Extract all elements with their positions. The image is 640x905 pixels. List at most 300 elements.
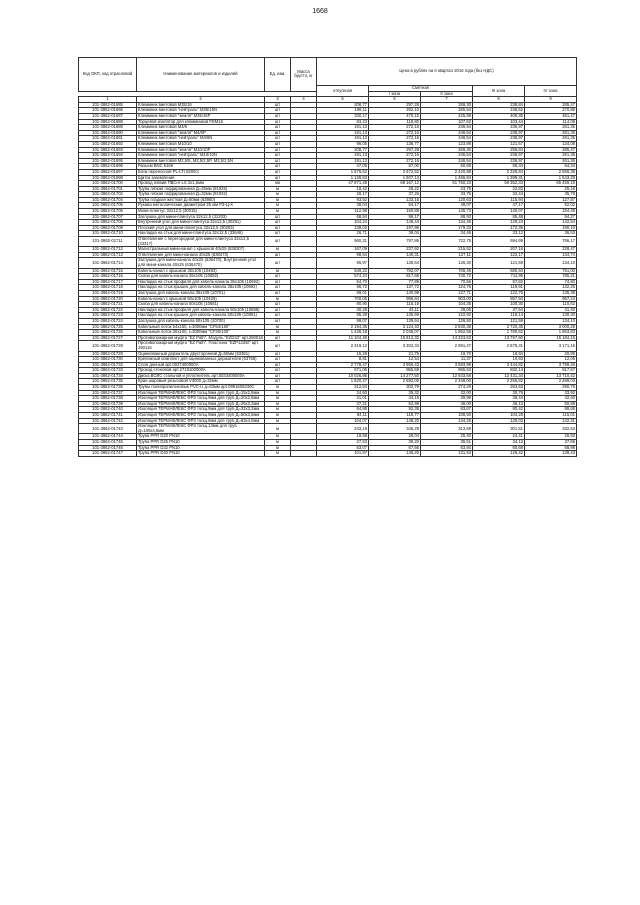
row-unit: шт xyxy=(265,141,291,147)
row-name: Ответвление для мини-канала 40x25 (638473) xyxy=(137,252,265,258)
row-name: Труба гибкая гофрированная Д=25мм (91925) xyxy=(137,186,265,192)
row-unit: м xyxy=(265,247,291,253)
price-zone3: 207,16 xyxy=(473,247,525,253)
row-code: 101-3862-01693 xyxy=(79,147,137,153)
price-zone2: 88,93 xyxy=(421,214,473,220)
price-zone1: 148,20 xyxy=(369,418,421,424)
price-zone2: 107,62 xyxy=(421,119,473,125)
row-code: 101-3862-01707 xyxy=(79,214,137,220)
price-zone3: 2 256,82 xyxy=(473,379,525,385)
price-release: 64,88 xyxy=(317,407,369,413)
row-unit: м xyxy=(265,203,291,209)
row-unit: м xyxy=(265,324,291,330)
price-zone3: 121,59 xyxy=(473,258,525,268)
price-zone1: 272,16 xyxy=(369,136,421,142)
row-name: Клеммник винтовой M4/6 xyxy=(137,125,265,131)
price-release: 63,07 xyxy=(317,445,369,451)
row-code: 101-3862-01688 xyxy=(79,119,137,125)
price-release: 330,17 xyxy=(317,113,369,119)
row-unit: шт xyxy=(265,274,291,280)
price-zone1: 996,84 xyxy=(369,296,421,302)
row-unit: шт xyxy=(265,125,291,131)
price-zone1: 282,10 xyxy=(369,108,421,114)
row-unit: м xyxy=(265,209,291,215)
row-name: Оцинкованный держатель двусторонний Д=50мм (53361) xyxy=(137,351,265,357)
price-zone4: 12,05 xyxy=(525,357,577,363)
price-release: 700,05 xyxy=(317,296,369,302)
price-zone3: 2 720,35 xyxy=(473,324,525,330)
price-zone4: 154,49 xyxy=(525,209,577,215)
price-zone4: 142,54 xyxy=(525,220,577,226)
price-zone2: 903,00 xyxy=(421,296,473,302)
row-name: Заглушка для мини-плинтуса 32x12,5 (31203) xyxy=(137,214,265,220)
price-release: 104,24 xyxy=(317,220,369,226)
row-unit: м xyxy=(265,396,291,402)
row-name: Противопожарная муфта "EZ Path". Модуль "EZD33" арт.250018 xyxy=(138,335,263,340)
row-name: Кабельный лоток 30x100, l=3000мм "CF30/100" xyxy=(137,330,265,336)
price-zone2: 123,89 xyxy=(421,141,473,147)
row-name: Кабельный лоток 54x150, l=3000мм "CF54/150" xyxy=(137,324,265,330)
price-zone2: 127,71 xyxy=(421,290,473,296)
price-release: 47 871,48 xyxy=(317,181,369,187)
price-zone2: 122,92 xyxy=(421,313,473,319)
price-zone4: 261,35 xyxy=(525,158,577,164)
price-zone2: 12 933,58 xyxy=(421,373,473,379)
price-zone3: 30,76 xyxy=(473,390,525,396)
row-code: 101-3862-01747 xyxy=(79,451,137,457)
row-name: Накладка на стык крышек для кабель-канала 50x105 (10801) xyxy=(137,313,265,319)
price-zone1: 272,16 xyxy=(369,158,421,164)
price-zone1: 297,28 xyxy=(369,147,421,153)
price-zone1: 28,04 xyxy=(369,434,421,440)
row-unit: шт xyxy=(265,279,291,285)
price-release: 96,05 xyxy=(317,141,369,147)
row-unit: шт xyxy=(265,113,291,119)
price-release: 96,72 xyxy=(317,285,369,291)
row-name: Трубы полипропиленовые PVC-U д=63мм арт.0991606330C xyxy=(137,385,265,391)
row-code: 101-3862-01715 xyxy=(79,268,137,274)
row-unit: шт xyxy=(265,362,291,368)
column-index: 4 xyxy=(291,97,317,103)
row-name: Кабель-канал с крышкой 50x105 (10429) xyxy=(137,296,265,302)
row-name: Плоский угол для мини-плинтуса 32x12,5 (30253) xyxy=(137,225,265,231)
row-code: 101-3862-01696 xyxy=(79,164,137,170)
row-unit: шт xyxy=(265,119,291,125)
row-name: Накладка на стык для мини-плинтуса 32x12,5 (33648) xyxy=(137,231,265,237)
price-release: 37,21 xyxy=(317,401,369,407)
row-unit: м xyxy=(265,192,291,198)
price-zone4: 135,38 xyxy=(525,290,577,296)
price-zone4: 2 489,03 xyxy=(525,379,577,385)
price-release: 26,71 xyxy=(317,231,369,237)
price-release: 98,07 xyxy=(317,318,369,324)
header-zone3: III зона xyxy=(473,86,525,97)
price-zone3: 140,07 xyxy=(473,209,525,215)
row-unit: шт xyxy=(265,225,291,231)
price-zone2: 108,50 xyxy=(421,413,473,419)
price-zone3: 104,28 xyxy=(473,413,525,419)
row-name: Щиток заземления xyxy=(137,175,265,181)
price-release: 191,13 xyxy=(317,136,369,142)
price-release: 26,17 xyxy=(317,192,369,198)
price-release: 671,06 xyxy=(317,368,369,374)
price-zone1: 140,31 xyxy=(369,252,421,258)
row-name: Труба PPR D32 PN10 xyxy=(137,445,265,451)
price-zone4: 94,27 xyxy=(525,214,577,220)
price-zone1: 136,77 xyxy=(369,141,421,147)
price-release: 10 026,86 xyxy=(317,373,369,379)
row-name: Кран шаровый резьбовой V3000 д=32мм xyxy=(137,379,265,385)
row-name: Кабель-канал с крышкой 35x105 (10493) xyxy=(137,268,265,274)
row-mass xyxy=(291,424,317,434)
row-code: 101-3862-01704 xyxy=(79,197,137,203)
row-unit: шт xyxy=(265,318,291,324)
column-index: 6 xyxy=(369,97,421,103)
price-zone4: 15 184,15 xyxy=(525,335,577,341)
row-code: 101-3862-01718 xyxy=(79,285,137,291)
price-zone3: 122,75 xyxy=(473,290,525,296)
price-release: 191,13 xyxy=(317,130,369,136)
row-unit: шт xyxy=(265,373,291,379)
row-code: 101-3862-01738 xyxy=(79,396,137,402)
table-row xyxy=(79,237,577,247)
row-name: Клеммник винтовой "нейтраль" M10/10N xyxy=(137,153,265,159)
row-code: 101-3862-01741 xyxy=(79,413,137,419)
row-code: 101-3862-01732 xyxy=(79,362,137,368)
price-zone3: 115,94 xyxy=(473,197,525,203)
price-zone4: 261,35 xyxy=(525,130,577,136)
price-zone2: 127,11 xyxy=(421,252,473,258)
price-zone1: 470,15 xyxy=(369,113,421,119)
price-zone4: 785,21 xyxy=(525,274,577,280)
row-unit: м xyxy=(265,407,291,413)
price-zone4: 110,62 xyxy=(525,302,577,308)
price-zone2: 48,00 xyxy=(421,401,473,407)
row-name: Клеммник винтовой "земля" M35/16P xyxy=(137,113,265,119)
row-name: Внутренний угол для мини-плинтуса 32x12,5 (30251) xyxy=(137,220,265,226)
row-code: 101-3862-01737 xyxy=(79,390,137,396)
row-code: 101-3862-01695 xyxy=(79,158,137,164)
price-zone4: 42,40 xyxy=(525,396,577,402)
row-unit: м xyxy=(265,418,291,424)
price-zone3: 1 780,62 xyxy=(473,330,525,336)
price-zone3: 236,97 xyxy=(473,153,525,159)
row-code: 101-3862-01687 xyxy=(79,113,137,119)
price-zone4: 132,25 xyxy=(525,285,577,291)
price-zone3: 258,84 xyxy=(473,147,525,153)
price-zone2: 34,46 xyxy=(421,231,473,237)
price-zone4: 65 459,19 xyxy=(525,181,577,187)
price-zone2: 131,53 xyxy=(421,451,473,457)
row-unit: шт xyxy=(265,368,291,374)
price-zone1: 67,00 xyxy=(369,164,421,170)
price-release: 38,04 xyxy=(317,203,369,209)
page-number: 1668 xyxy=(312,8,328,15)
row-unit: шт xyxy=(265,153,291,159)
row-code: 101-3862-01709 xyxy=(79,225,137,231)
row-name: Слон донный арт.0027400000A xyxy=(137,362,265,368)
price-release: 191,13 xyxy=(317,125,369,131)
row-code: 101-3862-01734 xyxy=(79,373,137,379)
row-unit: м xyxy=(265,186,291,192)
column-index: 7 xyxy=(421,97,473,103)
row-code: 101-3862-01730 xyxy=(79,357,137,363)
price-zone3: 121,59 xyxy=(473,318,525,324)
price-release: 93,52 xyxy=(317,197,369,203)
row-code: 101-3862-01722 xyxy=(79,307,137,313)
price-release: 80,90 xyxy=(317,302,369,308)
row-code: 101-3862-01742 xyxy=(79,418,137,424)
row-name: Труба гладкая жесткая Д=50мм (63950) xyxy=(137,197,265,203)
row-unit: м xyxy=(265,401,291,407)
price-zone4: 33,92 xyxy=(525,390,577,396)
table-row xyxy=(79,424,577,434)
row-name: Изоляция ТЕРМАФЛЕКС ФРЗ толщ.9мм для труб Д=25x3,2мм xyxy=(137,401,265,407)
row-code: 101-3862-01711 xyxy=(79,237,137,247)
price-release: 11 104,46 xyxy=(317,335,369,341)
price-zone2: 2 348,00 xyxy=(421,379,473,385)
row-name: Изоляция ТЕРМАФЛЕКС ФРЗ толщ.9мм для труб Д=15x2,8мм xyxy=(137,390,265,396)
row-code: 101-3862-01746 xyxy=(79,445,137,451)
price-zone1: 115,19 xyxy=(369,302,421,308)
row-unit: м xyxy=(265,268,291,274)
row-unit: м xyxy=(265,390,291,396)
price-zone3: 47,17 xyxy=(473,203,525,209)
price-zone3: 33,12 xyxy=(473,231,525,237)
price-zone4: 13 710,42 xyxy=(525,373,577,379)
price-release: 1 436,18 xyxy=(317,330,369,336)
price-zone2: 14 323,63 xyxy=(421,335,473,341)
price-zone4: 3 799,26 xyxy=(525,362,577,368)
price-zone2: 61 750,23 xyxy=(421,181,473,187)
price-zone3: 1 399,31 xyxy=(473,175,525,181)
row-name: Накладка на стык профиля для кабель-канала 50x105 (10698) xyxy=(137,307,265,313)
price-table xyxy=(78,57,577,457)
row-name: Разъем BNC 6166 xyxy=(137,164,265,170)
price-release: 549,22 xyxy=(317,268,369,274)
row-unit: шт xyxy=(265,302,291,308)
price-zone4: 114,08 xyxy=(525,119,577,125)
price-zone3: 34,13 xyxy=(473,440,525,446)
price-zone3: 80,42 xyxy=(473,407,525,413)
price-release: 2 778,47 xyxy=(317,362,369,368)
price-zone3: 119,91 xyxy=(473,285,525,291)
price-zone2: 120,63 xyxy=(421,197,473,203)
price-zone4: 20,89 xyxy=(525,351,577,357)
price-zone1: 26,22 xyxy=(369,186,421,192)
price-zone1: 297,28 xyxy=(369,102,421,108)
row-unit: шт xyxy=(265,351,291,357)
row-name: Изоляция ТЕРМАФЛЕКС ФРЗ толщ.9мм для труб Д=63x4,0мм xyxy=(137,418,265,424)
row-code: 101-3862-01705 xyxy=(79,203,137,209)
row-code: 101-3862-01712 xyxy=(79,247,137,253)
price-zone3: 12 431,34 xyxy=(473,373,525,379)
row-unit: шт xyxy=(265,147,291,153)
price-zone3: 13 767,60 xyxy=(473,335,525,341)
price-zone1: 54,17 xyxy=(369,203,421,209)
price-zone1: 12,54 xyxy=(369,357,421,363)
price-zone3: 236,97 xyxy=(473,125,525,131)
price-zone1: 139,64 xyxy=(369,318,421,324)
row-name: Изоляция ТЕРМАФЛЕКС ФРЗ толщ.9мм для труб Д=32x3,2мм xyxy=(137,407,265,413)
price-release: 1 128,63 xyxy=(317,175,369,181)
price-zone4: 285,47 xyxy=(525,102,577,108)
price-release: 191,13 xyxy=(317,153,369,159)
header-mass: Масса брутто, кг xyxy=(291,58,317,92)
row-code: 101-3862-01710 xyxy=(79,231,137,237)
header-name: Наименование материалов и изделий xyxy=(137,58,265,92)
price-zone2: 1 455,84 xyxy=(421,175,473,181)
price-zone4: 766,17 xyxy=(525,237,577,247)
price-zone3: 2 875,31 xyxy=(473,341,525,351)
price-release: 198,11 xyxy=(317,108,369,114)
price-zone1: 44,15 xyxy=(369,396,421,402)
price-zone1: 136,64 xyxy=(369,258,421,268)
price-zone1: 955,59 xyxy=(369,368,421,374)
price-release: 560,31 xyxy=(317,237,369,247)
price-zone3: 24,41 xyxy=(473,434,525,440)
row-code: 101-3862-01685 xyxy=(79,102,137,108)
price-zone1: 197,96 xyxy=(369,225,421,231)
price-zone3: 238,84 xyxy=(473,102,525,108)
column-index: 1 xyxy=(79,97,137,103)
price-zone3: 32,44 xyxy=(473,192,525,198)
row-code: 101-3862-01706 xyxy=(79,209,137,215)
header-price: Цена в рублях на II квартал 2016 года (без НДС) xyxy=(317,58,577,86)
price-zone2: 269,30 xyxy=(421,147,473,153)
price-zone2: 865,63 xyxy=(421,368,473,374)
row-name: Клеммник винтовой "нейтраль" M4/6N xyxy=(137,136,265,142)
price-zone1: 119,77 xyxy=(369,413,421,419)
price-zone4: 2 566,36 xyxy=(525,169,577,175)
row-code: 101-3862-01692 xyxy=(79,141,137,147)
price-release: 1 676,62 xyxy=(317,169,369,175)
price-zone1: 98,17 xyxy=(369,214,421,220)
price-zone1: 3 124,40 xyxy=(369,324,421,330)
price-zone2: 246,54 xyxy=(421,153,473,159)
row-code: 101-3862-01745 xyxy=(79,440,137,446)
row-name: Ответвление с перегородкой для мини-плинтуса 32x12,5 (33317) xyxy=(137,237,265,247)
table-body xyxy=(79,102,577,456)
row-unit: шт xyxy=(265,214,291,220)
row-name: Скоба для кабель-канала 50x105 (10681) xyxy=(137,302,265,308)
price-zone1: 2 672,52 xyxy=(369,169,421,175)
row-unit: шт xyxy=(265,313,291,319)
price-zone1: 67,66 xyxy=(369,445,421,451)
price-zone2: 60,69 xyxy=(421,164,473,170)
price-release: 95,29 xyxy=(317,313,369,319)
row-name: Скоба для кабель-канала 35x105 (10692) xyxy=(137,274,265,280)
row-name: Рукава металлические диаметром 25 мм РЗ-Ц-Х xyxy=(137,203,265,209)
price-zone4: 50,88 xyxy=(525,401,577,407)
price-zone4: 25,18 xyxy=(525,186,577,192)
price-zone1: 21,75 xyxy=(369,351,421,357)
row-code: 101-3862-01698 xyxy=(79,175,137,181)
price-zone2: 2 420,88 xyxy=(421,169,473,175)
row-name: Проход стеновой арт.2719100000A xyxy=(137,368,265,374)
price-release: 95,97 xyxy=(317,258,369,268)
price-zone3: 263,63 xyxy=(473,385,525,391)
price-zone1: 3 956,43 xyxy=(369,362,421,368)
row-name: Провод гибкий ПВСнг-LS 2x1,5мм xyxy=(137,181,265,187)
price-zone2: 246,54 xyxy=(421,158,473,164)
price-zone4: 36,53 xyxy=(525,231,577,237)
price-zone3: 60,68 xyxy=(473,445,525,451)
price-zone4: 190,10 xyxy=(525,225,577,231)
row-name: Клеммник винтовой M35/16 xyxy=(137,102,265,108)
price-release: 27,53 xyxy=(317,440,369,446)
price-zone1: 817,68 xyxy=(369,274,421,280)
price-zone1: 35,32 xyxy=(369,390,421,396)
row-code: 101-3862-01735 xyxy=(79,379,137,385)
row-name: Накладка на стык профиля для кабель-канала 35x105 (10692) xyxy=(137,279,265,285)
row-name: Клеммник винтовой "земля" M10/10P xyxy=(137,147,265,153)
row-code: 101-3862-01733 xyxy=(79,368,137,374)
price-release: 208,77 xyxy=(317,102,369,108)
price-release: 24,60 xyxy=(317,390,369,396)
row-code: 101-3862-01740 xyxy=(79,407,137,413)
price-zone2: 39,99 xyxy=(421,396,473,402)
row-unit: шт xyxy=(265,357,291,363)
price-zone3: 18,94 xyxy=(473,351,525,357)
price-zone1: 782,07 xyxy=(369,268,421,274)
table-row xyxy=(79,341,577,351)
column-index: 3 xyxy=(265,97,291,103)
row-name: Труба PPR D20 PN10 xyxy=(137,434,265,440)
price-zone2: 145,73 xyxy=(421,209,473,215)
price-release: 18,42 xyxy=(317,186,369,192)
price-release: 2 194,36 xyxy=(317,324,369,330)
price-zone4: 35,78 xyxy=(525,192,577,198)
row-unit: шт xyxy=(265,252,291,258)
price-zone4: 134,10 xyxy=(525,258,577,268)
price-zone3: 680,94 xyxy=(473,268,525,274)
price-zone4: 332,53 xyxy=(525,424,577,434)
price-zone2: 2 991,47 xyxy=(421,341,473,351)
row-mass xyxy=(291,341,317,351)
row-code: 101-3862-01720 xyxy=(79,296,137,302)
price-zone1: 133,16 xyxy=(369,197,421,203)
price-zone2: 32,00 xyxy=(421,390,473,396)
price-zone4: 134,10 xyxy=(525,318,577,324)
price-zone2: 1 852,55 xyxy=(421,330,473,336)
row-name: Труба PPR D25 PN10 xyxy=(137,440,265,446)
row-unit: м xyxy=(265,445,291,451)
price-zone1: 135,69 xyxy=(369,313,421,319)
price-release: 243,19 xyxy=(317,424,369,434)
price-zone2: 83,67 xyxy=(421,407,473,413)
row-unit: шт xyxy=(265,220,291,226)
row-unit: шт xyxy=(265,136,291,142)
row-code: 101-3862-01729 xyxy=(79,351,137,357)
price-zone3: 832,14 xyxy=(473,368,525,374)
price-zone3: 100,30 xyxy=(473,302,525,308)
price-zone4: 142,31 xyxy=(525,418,577,424)
row-code: 101-3862-01701 xyxy=(79,186,137,192)
table-row xyxy=(79,258,577,268)
price-zone3: 129,24 xyxy=(473,220,525,226)
price-release: 47,05 xyxy=(317,164,369,170)
price-release: 574,24 xyxy=(317,274,369,280)
price-zone2: 313,69 xyxy=(421,424,473,434)
price-zone3: 126,42 xyxy=(473,451,525,457)
price-zone1: 346,29 xyxy=(369,424,421,434)
row-unit: шт xyxy=(265,231,291,237)
row-name: Заглушка для мини-канала 40x25 (636470); Внутренний угол для мини-канала 40x25 (636470) xyxy=(137,258,265,268)
price-zone2: 3 583,99 xyxy=(421,362,473,368)
price-zone2: 425,89 xyxy=(421,113,473,119)
price-release: 83,43 xyxy=(317,119,369,125)
